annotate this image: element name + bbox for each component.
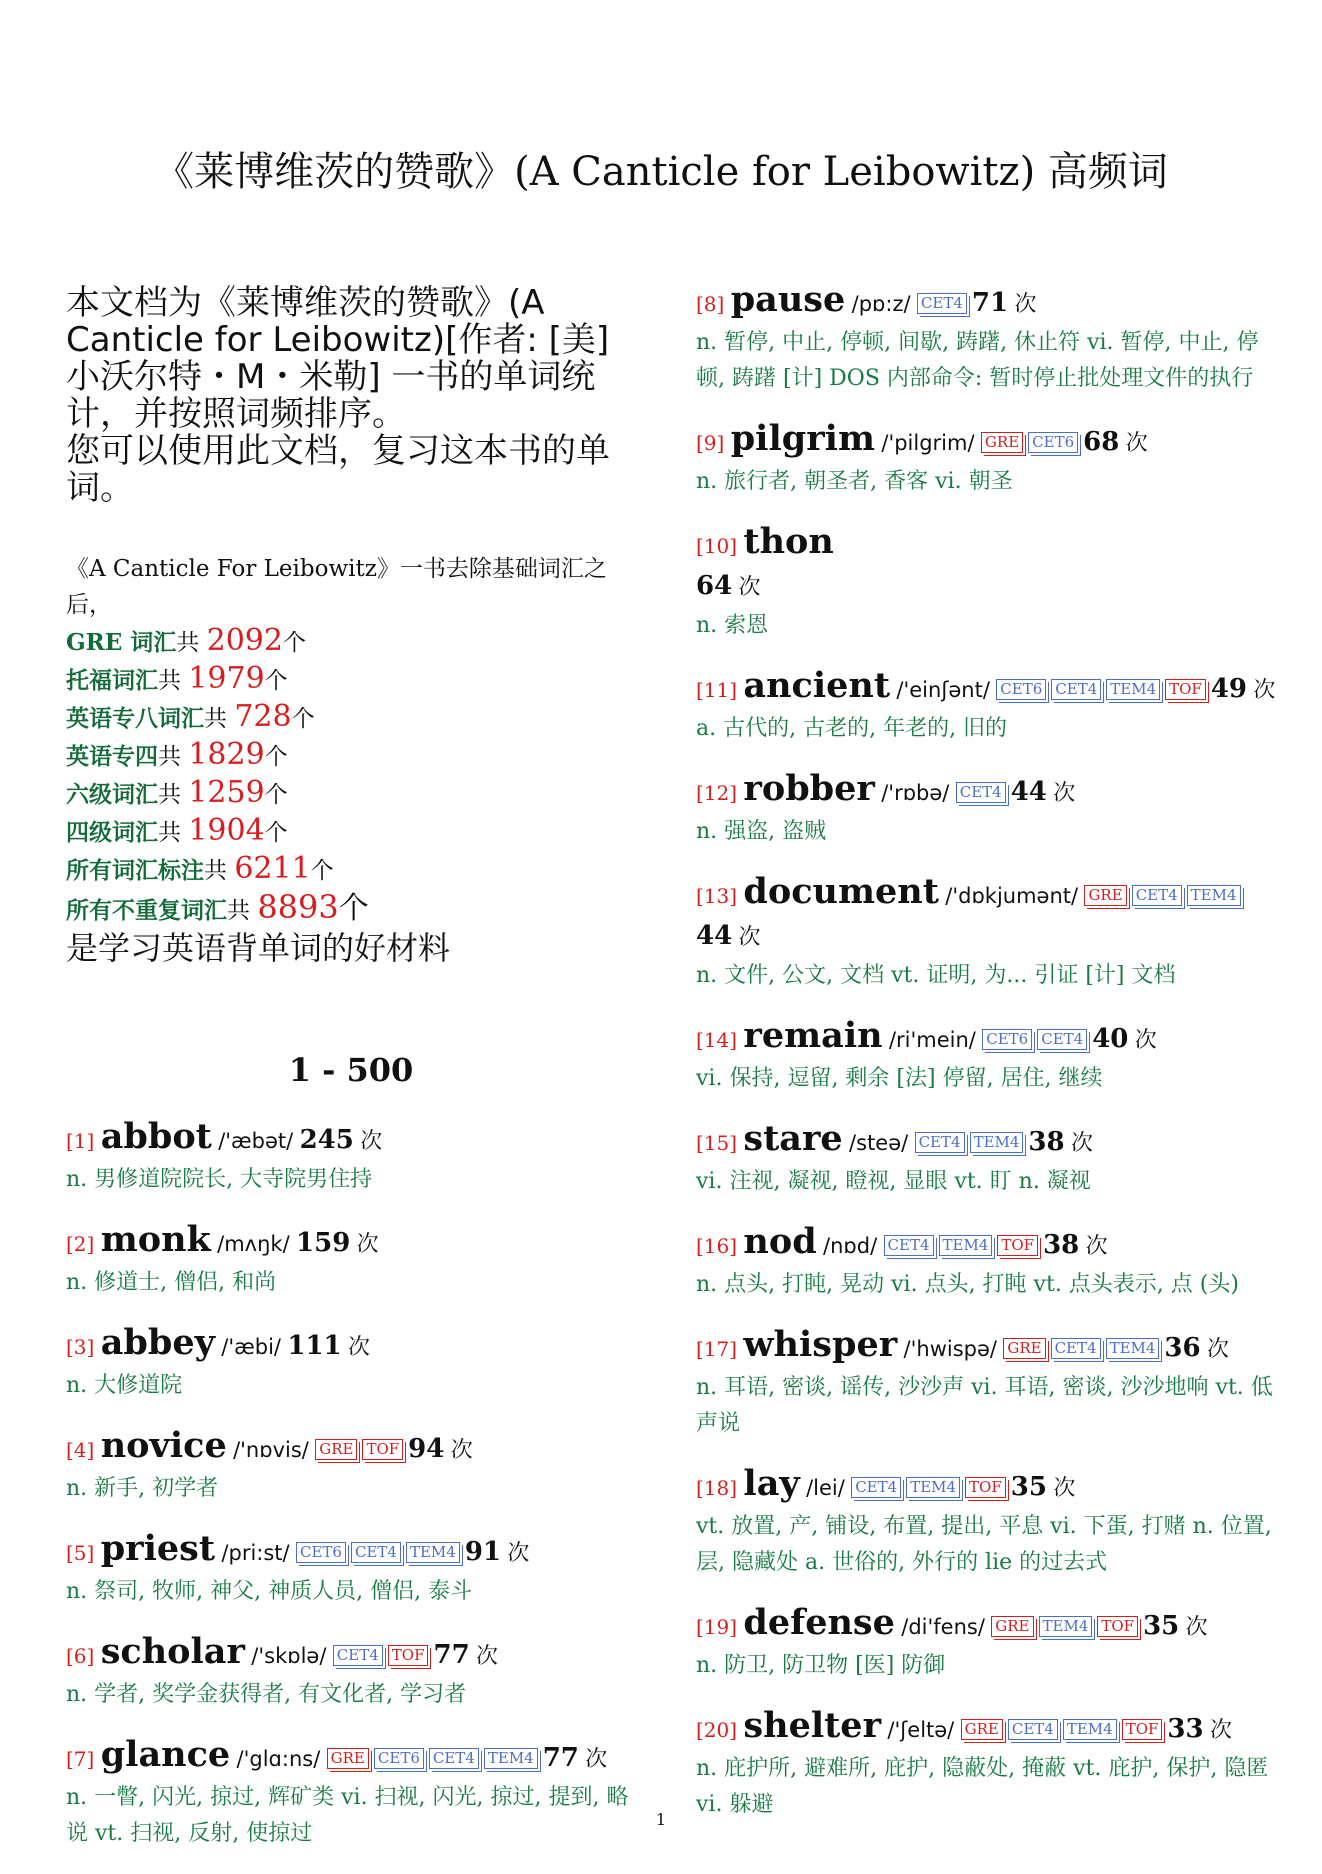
stat-number: 8893 xyxy=(257,888,339,926)
entry-phonetic: /'ʃeltə/ xyxy=(887,1718,955,1742)
entry-rank: [1] xyxy=(66,1129,95,1153)
tag-badge-tem4: TEM4 xyxy=(970,1132,1024,1153)
stat-number: 1904 xyxy=(188,813,265,848)
tag-badge-cet4: CET4 xyxy=(1037,1029,1087,1050)
entry-word: document xyxy=(743,871,939,912)
tag-badge-gre: GRE xyxy=(991,1616,1033,1637)
entry-phonetic: /'hwispə/ xyxy=(903,1337,997,1361)
stat-line xyxy=(66,851,636,889)
entry-count: 38 xyxy=(1028,1127,1065,1157)
tag-badge-cet4: CET4 xyxy=(333,1645,383,1666)
entry-rank: [18] xyxy=(696,1476,738,1500)
word-entry xyxy=(696,280,1276,397)
entry-count: 68 xyxy=(1083,427,1120,457)
entry-definition: a. 古代的, 古老的, 年老的, 旧的 xyxy=(696,716,1008,741)
entry-rank: [6] xyxy=(66,1644,95,1668)
tag-badge-tof: TOF xyxy=(362,1439,403,1460)
tag-badge-gre: GRE xyxy=(1003,1338,1045,1359)
stat-unit: 个 xyxy=(282,630,306,656)
count-suffix: 次 xyxy=(507,1541,530,1566)
entry-rank: [5] xyxy=(66,1541,95,1565)
entry-head xyxy=(66,1529,636,1574)
stats-closing: 是学习英语背单词的好材料 xyxy=(66,929,451,967)
word-entry xyxy=(696,769,1276,850)
entry-rank: [11] xyxy=(696,678,738,702)
stat-line xyxy=(66,813,636,851)
intro-paragraph-2: 您可以使用此文档，复习这本书的单词。 xyxy=(66,431,610,508)
stat-unit: 个 xyxy=(338,891,369,926)
count-suffix: 次 xyxy=(738,925,761,950)
entry-phonetic: /di'fens/ xyxy=(901,1615,985,1639)
count-suffix: 次 xyxy=(1206,1337,1229,1362)
stat-label: 所有词汇标注 xyxy=(66,857,204,884)
entry-head xyxy=(696,1222,1276,1267)
count-suffix: 次 xyxy=(585,1747,608,1772)
stat-mid: 共 xyxy=(158,820,189,846)
entry-rank: [10] xyxy=(696,534,738,558)
tag-badge-gre: GRE xyxy=(327,1748,369,1769)
entry-word: shelter xyxy=(743,1705,882,1746)
entry-definition: n. 防卫, 防卫物 [医] 防御 xyxy=(696,1653,946,1678)
entry-phonetic: /'dɒkjumənt/ xyxy=(945,884,1079,908)
tag-badge-tem4: TEM4 xyxy=(1106,679,1160,700)
entry-head xyxy=(66,1632,636,1677)
count-suffix: 次 xyxy=(1085,1234,1108,1259)
entry-definition: n. 一瞥, 闪光, 掠过, 辉矿类 vi. 扫视, 闪光, 掠过, 提到, 略说 vt. 扫视, 反射, 使掠过 xyxy=(66,1785,629,1846)
entry-definition: vt. 放置, 产, 铺设, 布置, 提出, 平息 vi. 下蛋, 打赌 n. 位置, 层, 隐藏处 a. 世俗的, 外行的 lie 的过去式 xyxy=(696,1514,1272,1575)
entry-count: 64 xyxy=(696,571,733,601)
tag-badge-gre: GRE xyxy=(1084,885,1126,906)
word-entry xyxy=(66,1323,636,1404)
entry-word: priest xyxy=(100,1528,216,1569)
stat-number: 1979 xyxy=(188,661,265,696)
entry-word: lay xyxy=(743,1463,800,1504)
entry-rank: [17] xyxy=(696,1337,738,1361)
entry-word: novice xyxy=(100,1425,227,1466)
count-suffix: 次 xyxy=(1125,431,1148,456)
entry-definition: n. 学者, 奖学金获得者, 有文化者, 学习者 xyxy=(66,1682,467,1707)
entry-count: 71 xyxy=(971,288,1009,318)
word-entry xyxy=(66,1220,636,1301)
entry-count: 35 xyxy=(1143,1611,1180,1641)
tag-badge-cet4: CET4 xyxy=(1051,679,1101,700)
entry-phonetic: /'glɑ:ns/ xyxy=(236,1747,321,1771)
entry-word: ancient xyxy=(743,665,891,706)
entry-word: thon xyxy=(743,521,834,562)
stat-unit: 个 xyxy=(264,782,288,808)
entry-head xyxy=(696,1325,1276,1370)
entry-word: scholar xyxy=(100,1631,245,1672)
word-entry xyxy=(696,872,1276,994)
entry-rank: [19] xyxy=(696,1615,738,1639)
stat-label: 托福词汇 xyxy=(66,667,158,694)
entry-definition: n. 强盗, 盗贼 xyxy=(696,819,827,844)
count-suffix: 次 xyxy=(1209,1718,1232,1743)
entry-count: 44 xyxy=(696,921,733,951)
stat-number: 2092 xyxy=(206,623,283,658)
entry-head xyxy=(696,769,1276,814)
entry-phonetic: /'pilgrim/ xyxy=(881,431,975,455)
word-entry xyxy=(696,1222,1276,1303)
tag-badge-cet4: CET4 xyxy=(1132,885,1182,906)
entry-count: 44 xyxy=(1010,777,1047,807)
entry-head xyxy=(696,419,1276,464)
entry-phonetic: /lei/ xyxy=(806,1476,845,1500)
entry-rank: [20] xyxy=(696,1718,738,1742)
entry-rank: [2] xyxy=(66,1232,95,1256)
entry-definition: n. 男修道院院长, 大寺院男住持 xyxy=(66,1167,373,1192)
stat-label: 英语专八词汇 xyxy=(66,705,204,732)
tag-badge-cet6: CET6 xyxy=(1028,432,1078,453)
entry-phonetic: /steə/ xyxy=(849,1131,909,1155)
tag-badge-tof: TOF xyxy=(388,1645,429,1666)
tag-badge-cet4: CET4 xyxy=(884,1235,934,1256)
entry-phonetic: /'æbi/ xyxy=(221,1335,282,1359)
stat-line xyxy=(66,699,636,737)
entry-count: 49 xyxy=(1210,674,1248,704)
tag-badge-cet4: CET4 xyxy=(1051,1338,1101,1359)
entry-count: 38 xyxy=(1043,1230,1080,1260)
stat-label: 英语专四 xyxy=(66,743,158,770)
entry-head xyxy=(66,1426,636,1471)
stat-line xyxy=(66,775,636,813)
stat-mid: 共 xyxy=(158,744,189,770)
entry-definition: n. 旅行者, 朝圣者, 香客 vi. 朝圣 xyxy=(696,469,1013,494)
tag-badge-tem4: TEM4 xyxy=(906,1477,960,1498)
count-suffix: 次 xyxy=(738,575,761,600)
word-entry xyxy=(696,522,1276,644)
stat-line xyxy=(66,889,636,929)
entry-head xyxy=(696,872,1276,958)
entry-head xyxy=(66,1735,636,1780)
entry-word: pilgrim xyxy=(730,418,876,459)
left-column xyxy=(66,285,636,1874)
tag-badge-tem4: TEM4 xyxy=(484,1748,538,1769)
tag-badge-tof: TOF xyxy=(965,1477,1006,1498)
stat-unit: 个 xyxy=(264,744,288,770)
entry-rank: [3] xyxy=(66,1335,95,1359)
stat-mid: 共 xyxy=(158,668,189,694)
right-column xyxy=(696,280,1276,1845)
entry-phonetic: /'skɒlə/ xyxy=(251,1644,327,1668)
entry-definition: n. 点头, 打盹, 晃动 vi. 点头, 打盹 vt. 点头表示, 点 (头) xyxy=(696,1272,1239,1297)
entry-rank: [13] xyxy=(696,884,738,908)
entry-head xyxy=(696,1603,1276,1648)
entry-head xyxy=(696,1706,1276,1751)
entry-rank: [4] xyxy=(66,1438,95,1462)
entry-rank: [16] xyxy=(696,1234,738,1258)
entry-word: whisper xyxy=(743,1324,898,1365)
tag-badge-tem4: TEM4 xyxy=(1063,1719,1117,1740)
entry-definition: n. 索恩 xyxy=(696,613,769,638)
word-entry xyxy=(66,1529,636,1610)
entry-phonetic: /ri'mein/ xyxy=(888,1028,976,1052)
entry-head xyxy=(696,1016,1276,1061)
tag-badge-cet6: CET6 xyxy=(374,1748,424,1769)
stat-label: 所有不重复词汇 xyxy=(66,897,227,924)
entry-rank: [7] xyxy=(66,1747,95,1771)
word-entry xyxy=(696,1325,1276,1442)
stat-mid: 共 xyxy=(204,706,235,732)
entry-count: 159 xyxy=(296,1228,351,1258)
entry-phonetic: /'einʃənt/ xyxy=(896,678,990,702)
entry-count: 36 xyxy=(1164,1333,1201,1363)
word-entry xyxy=(66,1117,636,1198)
word-entry xyxy=(66,1735,636,1852)
stat-mid: 共 xyxy=(227,898,258,924)
count-suffix: 次 xyxy=(1070,1131,1093,1156)
section-title: 1 - 500 xyxy=(288,1051,414,1089)
entry-word: pause xyxy=(730,279,846,320)
entry-word: robber xyxy=(743,768,875,809)
tag-badge-gre: GRE xyxy=(981,432,1023,453)
entry-head xyxy=(66,1323,636,1368)
tag-badge-cet4: CET4 xyxy=(1008,1719,1058,1740)
entry-word: stare xyxy=(743,1118,843,1159)
stat-label: GRE 词汇 xyxy=(66,629,177,656)
count-suffix: 次 xyxy=(476,1644,499,1669)
entry-count: 77 xyxy=(542,1743,579,1773)
tag-badge-tem4: TEM4 xyxy=(1106,1338,1160,1359)
intro xyxy=(66,285,636,507)
entry-definition: n. 耳语, 密谈, 谣传, 沙沙声 vi. 耳语, 密谈, 沙沙地响 vt. 低声说 xyxy=(696,1375,1273,1436)
entry-definition: n. 祭司, 牧师, 神父, 神质人员, 僧侣, 泰斗 xyxy=(66,1579,473,1604)
tag-badge-tof: TOF xyxy=(1122,1719,1163,1740)
tag-badge-tem4: TEM4 xyxy=(406,1542,460,1563)
tag-badge-tem4: TEM4 xyxy=(1187,885,1241,906)
count-suffix: 次 xyxy=(1253,678,1276,703)
entry-phonetic: /nɒd/ xyxy=(823,1234,878,1258)
stat-line xyxy=(66,661,636,699)
count-suffix: 次 xyxy=(1053,1476,1076,1501)
entry-count: 33 xyxy=(1167,1714,1204,1744)
tag-badge-tem4: TEM4 xyxy=(939,1235,993,1256)
stat-unit: 个 xyxy=(264,668,288,694)
stat-line xyxy=(66,737,636,775)
entry-rank: [8] xyxy=(696,292,725,316)
stat-line xyxy=(66,623,636,661)
count-suffix: 次 xyxy=(360,1129,383,1154)
entry-head xyxy=(696,666,1276,711)
word-entry xyxy=(696,1016,1276,1097)
entry-head xyxy=(696,1119,1276,1164)
entry-rank: [12] xyxy=(696,781,738,805)
count-suffix: 次 xyxy=(1014,292,1037,317)
tag-badge-cet4: CET4 xyxy=(915,1132,965,1153)
document-title: 《莱博维茨的赞歌》(A Canticle for Leibowitz) 高频词 xyxy=(154,149,1168,195)
stat-unit: 个 xyxy=(264,820,288,846)
word-entry xyxy=(66,1632,636,1713)
entry-head xyxy=(696,1464,1276,1509)
word-entry xyxy=(696,1706,1276,1823)
entry-word: abbey xyxy=(100,1322,215,1363)
entry-count: 111 xyxy=(287,1331,342,1361)
tag-badge-cet4: CET4 xyxy=(429,1748,479,1769)
entry-definition: n. 修道士, 僧侣, 和尚 xyxy=(66,1270,277,1295)
stat-label: 四级词汇 xyxy=(66,819,158,846)
tag-badge-tof: TOF xyxy=(1097,1616,1138,1637)
entry-phonetic: /pri:st/ xyxy=(221,1541,290,1565)
word-entry xyxy=(696,666,1276,747)
stat-number: 1259 xyxy=(188,775,265,810)
entry-head xyxy=(66,1117,636,1162)
vocab-stats xyxy=(66,551,636,967)
entry-definition: n. 新手, 初学者 xyxy=(66,1476,219,1501)
tag-badge-tof: TOF xyxy=(1165,679,1206,700)
tag-badge-cet6: CET6 xyxy=(982,1029,1032,1050)
entry-count: 245 xyxy=(299,1125,354,1155)
stats-lines xyxy=(66,623,636,929)
entry-count: 77 xyxy=(433,1640,470,1670)
stat-mid: 共 xyxy=(204,858,235,884)
entry-word: nod xyxy=(743,1221,817,1262)
entry-definition: n. 庇护所, 避难所, 庇护, 隐蔽处, 掩蔽 vt. 庇护, 保护, 隐匿 vi. 躲避 xyxy=(696,1756,1269,1817)
tag-badge-tof: TOF xyxy=(997,1235,1038,1256)
word-entry xyxy=(696,419,1276,500)
entry-phonetic: /mʌŋk/ xyxy=(217,1232,290,1256)
count-suffix: 次 xyxy=(1134,1028,1157,1053)
tag-badge-cet4: CET4 xyxy=(956,782,1006,803)
entry-phonetic: /'nɒvis/ xyxy=(233,1438,309,1462)
entry-word: monk xyxy=(100,1219,211,1260)
tag-badge-cet4: CET4 xyxy=(351,1542,401,1563)
entry-word: defense xyxy=(743,1602,895,1643)
stat-unit: 个 xyxy=(291,706,315,732)
entry-definition: vi. 注视, 凝视, 瞪视, 显眼 vt. 盯 n. 凝视 xyxy=(696,1169,1091,1194)
entry-definition: n. 暂停, 中止, 停顿, 间歇, 踌躇, 休止符 vi. 暂停, 中止, 停顿, 踌躇 [计] DOS 内部命令: 暂时停止批处理文件的执行 xyxy=(696,330,1259,391)
entry-phonetic: /'rɒbə/ xyxy=(881,781,950,805)
tag-badge-cet6: CET6 xyxy=(996,679,1046,700)
word-list-right xyxy=(696,280,1276,1823)
stat-number: 6211 xyxy=(234,851,311,886)
stat-number: 728 xyxy=(234,699,292,734)
entry-count: 94 xyxy=(408,1434,445,1464)
tag-badge-cet4: CET4 xyxy=(917,293,967,314)
entry-rank: [14] xyxy=(696,1028,738,1052)
entry-definition: vi. 保持, 逗留, 剩余 [法] 停留, 居住, 继续 xyxy=(696,1066,1103,1091)
entry-definition: n. 大修道院 xyxy=(66,1373,183,1398)
stat-number: 1829 xyxy=(188,737,265,772)
entry-word: glance xyxy=(100,1734,231,1775)
entry-word: abbot xyxy=(100,1116,212,1157)
word-list-left xyxy=(66,1117,636,1852)
tag-badge-gre: GRE xyxy=(961,1719,1003,1740)
word-entry xyxy=(696,1464,1276,1581)
entry-count: 35 xyxy=(1010,1472,1047,1502)
tag-badge-cet6: CET6 xyxy=(296,1542,346,1563)
stat-mid: 共 xyxy=(158,782,189,808)
entry-word: remain xyxy=(743,1015,883,1056)
count-suffix: 次 xyxy=(450,1438,473,1463)
stat-mid: 共 xyxy=(176,630,207,656)
entry-count: 40 xyxy=(1092,1024,1129,1054)
word-entry xyxy=(66,1426,636,1507)
count-suffix: 次 xyxy=(1185,1615,1208,1640)
count-suffix: 次 xyxy=(348,1335,371,1360)
tag-badge-cet4: CET4 xyxy=(851,1477,901,1498)
page-number: 1 xyxy=(655,1810,667,1829)
entry-head xyxy=(696,280,1276,325)
tag-badge-gre: GRE xyxy=(315,1439,357,1460)
entry-rank: [9] xyxy=(696,431,725,455)
tag-badge-tem4: TEM4 xyxy=(1039,1616,1093,1637)
stats-lead: 《A Canticle For Leibowitz》一书去除基础词汇之后， xyxy=(66,556,607,618)
entry-head xyxy=(696,522,1276,608)
stat-label: 六级词汇 xyxy=(66,781,158,808)
entry-head xyxy=(66,1220,636,1265)
count-suffix: 次 xyxy=(356,1232,379,1257)
intro-paragraph-1: 本文档为《莱博维茨的赞歌》(A Canticle for Leibowitz)[作者: [美] 小沃尔特・M・米勒] 一书的单词统计，并按照词频排序。 xyxy=(66,283,610,434)
word-entry xyxy=(696,1119,1276,1200)
entry-rank: [15] xyxy=(696,1131,738,1155)
entry-definition: n. 文件, 公文, 文档 vt. 证明, 为... 引证 [计] 文档 xyxy=(696,963,1176,988)
entry-phonetic: /pɒ:z/ xyxy=(851,292,911,316)
entry-count: 91 xyxy=(464,1537,501,1567)
word-entry xyxy=(696,1603,1276,1684)
entry-phonetic: /'æbət/ xyxy=(218,1129,294,1153)
count-suffix: 次 xyxy=(1053,781,1076,806)
stat-unit: 个 xyxy=(310,858,334,884)
